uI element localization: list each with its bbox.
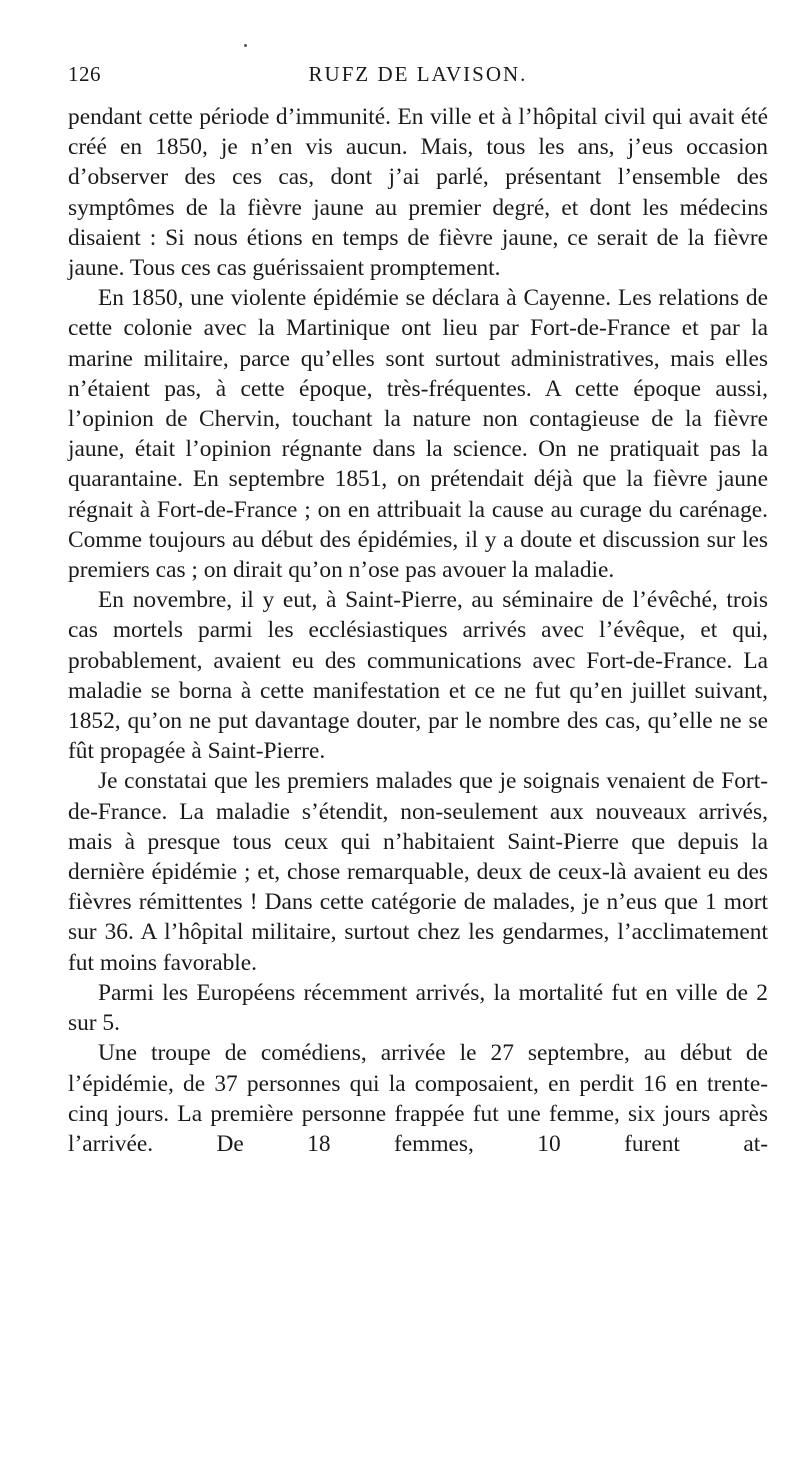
book-page xyxy=(68,52,768,1159)
paragraph-5: Parmi les Européens récemment arrivés, la mortalité fut en ville de 2 sur 5. xyxy=(68,979,768,1037)
ink-speck xyxy=(244,44,247,47)
page-number: 126 xyxy=(68,62,101,86)
paragraph-3: En novembre, il y eut, à Saint-Pierre, au séminaire de l’évêché, trois cas mortels parmi les ecclésiastiques arrivés avec l’évêque, et qui, probablement, avaient eu des communications avec Fort-de-France. La maladie se borna à cette manifestation et ce ne fut qu’en juillet suivant, 1852, qu’on ne put davantage douter, par le nombre des cas, qu’elle ne se fût propagée à Saint-Pierre. xyxy=(68,587,768,765)
paragraph-6: Une troupe de comédiens, arrivée le 27 septembre, au début de l’épidémie, de 37 personnes qui la composaient, en perdit 16 en trente-cinq jours. La première personne frappée fut une femme, six jours après l’arrivée. De 18 femmes, 10 furent at- xyxy=(68,1040,768,1157)
running-head xyxy=(68,52,768,88)
running-title: RUFZ DE LAVISON. xyxy=(308,62,528,86)
paragraph-4: Je constatai que les premiers malades que je soignais venaient de Fort-de-France. La maladie s’étendit, non-seulement aux nouveaux arrivés, mais à presque tous ceux qui n’habitaient Saint-Pierre que depuis la dernière épidémie ; et, chose remarquable, deux de ceux-là avaient eu des fièvres rémittentes ! Dans cette catégorie de malades, je n’eus que 1 mort sur 36. A l’hôpital militaire, surtout chez les gendarmes, l’acclimatement fut moins favorable. xyxy=(68,768,768,976)
paragraph-1: pendant cette période d’immunité. En ville et à l’hôpital civil qui avait été créé en 1850, je n’en vis aucun. Mais, tous les ans, j’eus occasion d’observer des ces cas, dont j’ai parlé, présentant l’ensemble des symptômes de la fièvre jaune au premier degré, et dont les médecins disaient : Si nous étions en temps de fièvre jaune, ce serait de la fièvre jaune. Tous ces cas guérissaient promptement. xyxy=(68,104,768,282)
body-text xyxy=(68,102,768,1159)
paragraph-2: En 1850, une violente épidémie se déclara à Cayenne. Les relations de cette colonie avec la Martinique ont lieu par Fort-de-France et par la marine militaire, parce qu’elles sont surtout administratives, mais elles n’étaient pas, à cette époque, très-fréquentes. A cette époque aussi, l’opinion de Chervin, touchant la nature non contagieuse de la fièvre jaune, était l’opinion régnante dans la science. On ne pratiquait pas la quarantaine. En septembre 1851, on prétendait déjà que la fièvre jaune régnait à Fort-de-France ; on en attribuait la cause au curage du carénage. Comme toujours au début des épidémies, il y a doute et discussion sur les premiers cas ; on dirait qu’on n’ose pas avouer la maladie. xyxy=(68,285,768,584)
